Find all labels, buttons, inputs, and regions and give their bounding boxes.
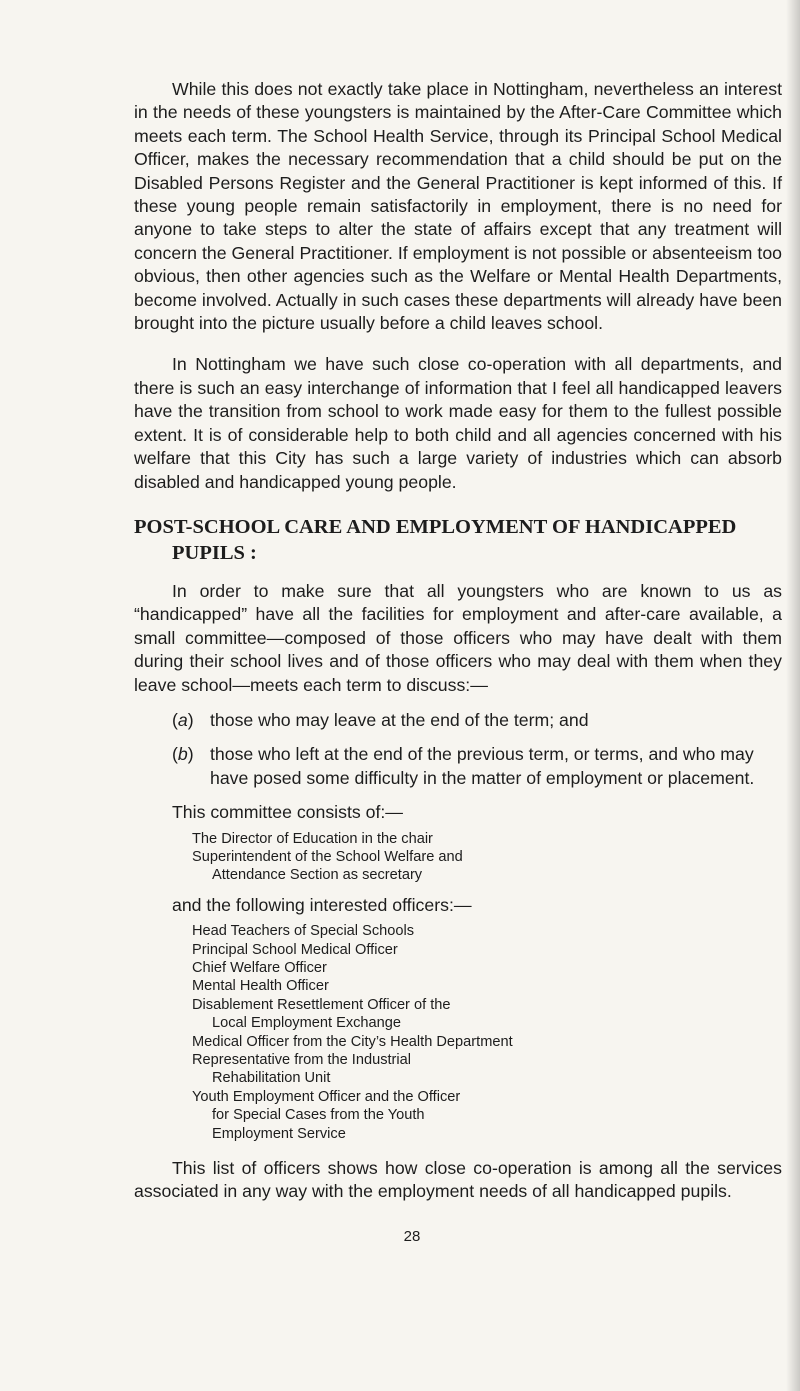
- list-item: Chief Welfare Officer: [192, 960, 327, 976]
- officers-list: [134, 922, 782, 1143]
- item-label: (a): [172, 709, 194, 730]
- list-item-continuation: Attendance Section as secretary: [212, 867, 423, 884]
- item-label: (b): [172, 744, 194, 765]
- section-heading-line1: POST-SCHOOL CARE AND EMPLOYMENT OF HANDICAPPED: [134, 515, 737, 538]
- list-item: Head Teachers of Special Schools: [192, 923, 415, 940]
- committee-intro: This committee consists of:—: [172, 802, 403, 823]
- list-item: Youth Employment Officer and the Officer: [192, 1088, 461, 1105]
- list-item: Medical Officer from the City’s Health Department: [192, 1033, 513, 1050]
- list-item: Superintendent of the School Welfare and: [192, 848, 463, 865]
- page-content: [134, 78, 782, 1234]
- item-text: those who may leave at the end of the term; and: [210, 709, 589, 730]
- item-text: those who left at the end of the previous term, or terms, and who may have posed some difficulty in the matter of employment or placement.: [210, 744, 755, 788]
- paragraph-after-care: While this does not exactly take place in Nottingham, nevertheless an interest in the needs of these youngsters is maintained by the After-Care Committee which meets each term. The School Health Service, through its Principal School Medical Officer, makes the necessary recommendation that a child should be put on the Disabled Persons Register and the General Practitioner is kept informed of this. If these young people remain satisfactorily in employment, there is no need for anyone to take steps to alter the state of affairs except that any treatment will concern the General Practitioner. If employment is not possible or absenteeism too obvious, then other agencies such as the Welfare or Mental Health Departments, become involved. Actually in such cases these departments will already have been brought into the picture usually before a child leaves school.: [134, 79, 782, 334]
- paragraph-conclusion: This list of officers shows how close co-operation is among all the services associated in any way with the employment needs of all handicapped pupils.: [134, 1158, 782, 1202]
- paragraph-committee-purpose: In order to make sure that all youngsters who are known to us as “handicapped” have all the facilities for employment and after-care available, a small committee—composed of those officers who may have dealt with them during their school lives and of those officers who may deal with them when they leave school—meets each term to discuss:—: [134, 580, 782, 695]
- list-item-continuation: Local Employment Exchange: [212, 1015, 402, 1032]
- list-item-continuation: for Special Cases from the Youth: [212, 1107, 425, 1124]
- page-edge-shadow: [786, 0, 800, 1391]
- discussion-item-b: [134, 743, 782, 790]
- list-item: Mental Health Officer: [192, 978, 329, 995]
- discussion-item-a: [134, 709, 782, 732]
- list-item-continuation: Employment Service: [212, 1125, 346, 1142]
- officers-intro: and the following interested officers:—: [172, 894, 472, 915]
- section-heading-line2: PUPILS :: [172, 541, 257, 564]
- list-item: The Director of Education in the chair: [192, 830, 433, 847]
- page-number: 28: [403, 1228, 421, 1245]
- list-item: Principal School Medical Officer: [192, 941, 398, 958]
- paragraph-co-operation: In Nottingham we have such close co-operation with all departments, and there is such an easy interchange of information that I feel all handicapped leavers have the transition from school to work made easy for them to the fullest possible extent. It is of considerable help to both child and all agencies concerned with his welfare that this City has such a large variety of industries which can absorb disabled and handicapped young people.: [134, 354, 782, 492]
- list-item: Representative from the Industrial: [192, 1052, 412, 1069]
- list-item: Disablement Resettlement Officer of the: [192, 996, 451, 1013]
- committee-members-list: [134, 830, 782, 885]
- section-heading: [134, 514, 782, 566]
- list-item-continuation: Rehabilitation Unit: [212, 1070, 331, 1087]
